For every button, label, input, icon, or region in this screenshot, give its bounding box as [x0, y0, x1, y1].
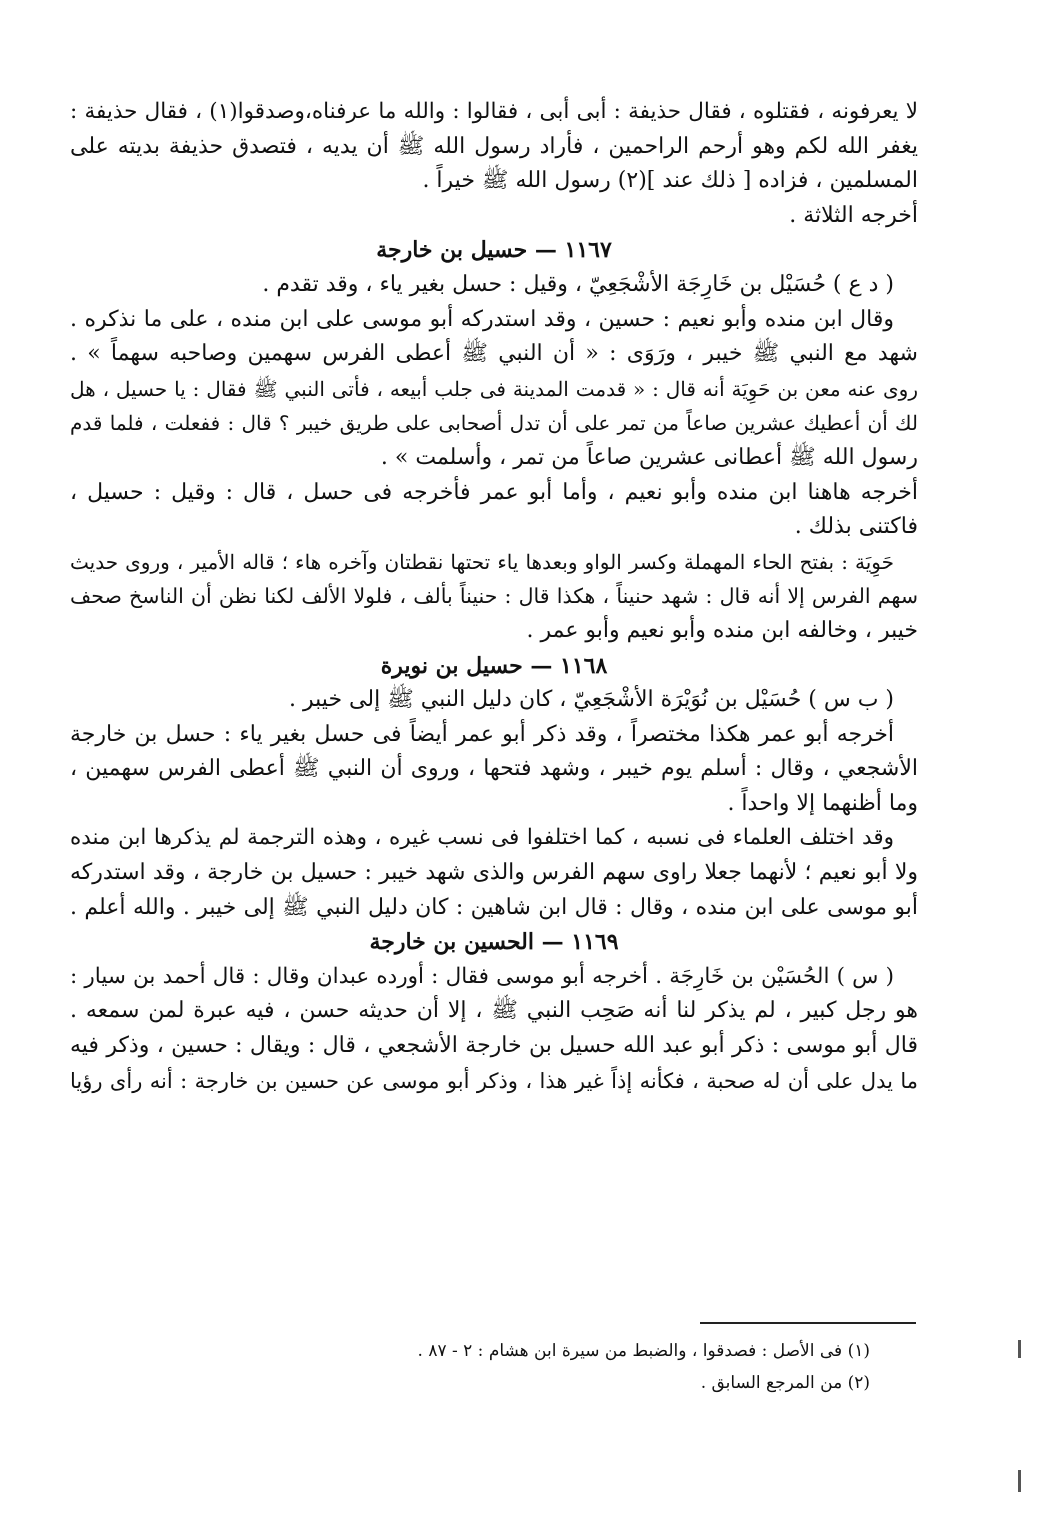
- text-line-end: أخرجه الثلاثة .: [789, 202, 918, 228]
- scan-mark: [1018, 1470, 1021, 1492]
- text-line: الأشجعي ، وقال : أسلم يوم خيبر ، وشهد فتحها ، وروى أن النبي ﷺ أعطى الفرس سهمين ،: [70, 756, 918, 782]
- text-line: روى عنه معن بن حَوِيَة أنه قال : « قدمت المدينة فى جلب أبيعه ، فأتى النبي ﷺ فقال : يا حسيل ، هل: [70, 376, 918, 401]
- text-line: قال أبو موسى : ذكر أبو عبد الله حسيل بن خارجة الأشجعي ، قال : ويقال : حسين ، وذكر فيه: [70, 1033, 918, 1059]
- text-line: شهد مع النبي ﷺ خيبر ، ورَوَى : « أن النبي ﷺ أعطى الفرس سهمين وصاحبه سهماً » .: [70, 341, 918, 367]
- text-line: سهم الفرس إلا أنه قال : شهد حنيناً ، هكذا قال : حنيناً بألف ، فلولا الألف لكنا نظن أن الناسخ صحف: [70, 584, 918, 609]
- entry-heading: ١١٦٨ — حسيل بن نويرة: [380, 652, 608, 679]
- text-line-end: خيبر ، وخالفه ابن منده وأبو نعيم وأبو عمر .: [526, 617, 918, 643]
- paragraph-start-line: ( د ع ) حُسَيْل بن خَارِجَة الأشْجَعِيّ ، وقيل : حسل بغير ياء ، وقد تقدم .: [262, 271, 894, 297]
- text-line: لا يعرفونه ، فقتلوه ، فقال حذيفة : أبى أبى ، فقالوا : والله ما عرفناه،وصدقوا(١) ، فقال حذيفة :: [70, 99, 918, 124]
- text-line-end: فاكتنى بذلك .: [794, 514, 918, 540]
- text-line-end: رسول الله ﷺ أعطانى عشرين صاعاً من تمر ، وأسلمت » .: [380, 444, 918, 470]
- paragraph-start-line: ( س ) الحُسَيْن بن خَارِجَة . أخرجه أبو موسى فقال : أورده عبدان وقال : قال أحمد بن سيار :: [70, 963, 894, 989]
- text-line: لك أن أعطيك عشرين صاعاً من تمر على أن تدل أصحابى على طريق خيبر ؟ قال : ففعلت ، فلما قدم: [70, 411, 918, 436]
- footnote-divider: [700, 1322, 916, 1324]
- text-line: أخرجه هاهنا ابن منده وأبو نعيم ، وأما أبو عمر فأخرجه فى حسل ، قال : وقيل : حسيل ،: [70, 479, 918, 505]
- text-line: يغفر الله لكم وهو أرحم الراحمين ، فأراد رسول الله ﷺ أن يديه ، فتصدق حذيفة بديته على: [70, 133, 918, 159]
- paragraph-start-line: وقال ابن منده وأبو نعيم : حسين ، وقد استدركه أبو موسى على ابن منده ، على ما نذكره .: [70, 306, 894, 332]
- paragraph-start-line: ( ب س ) حُسَيْل بن نُوَيْرَة الأشْجَعِيّ ، كان دليل النبي ﷺ إلى خيبر .: [289, 687, 894, 713]
- text-line-end: المسلمين ، فزاده [ ذلك عند ](٢) رسول الله ﷺ خيراً .: [422, 168, 918, 194]
- paragraph-start-line: وقد اختلف العلماء فى نسبه ، كما اختلفوا فى نسب غيره ، وهذه الترجمة لم يذكرها ابن منده: [70, 825, 894, 851]
- entry-heading: ١١٦٩ — الحسين بن خارجة: [369, 929, 619, 956]
- entry-heading: ١١٦٧ — حسيل بن خارجة: [376, 237, 612, 264]
- page-body: [70, 95, 918, 1098]
- text-line: أبو موسى على ابن منده ، وقال : قال ابن شاهين : كان دليل النبي ﷺ إلى خيبر . والله أعلم .: [70, 894, 918, 920]
- text-line: ولا أبو نعيم ؛ لأنهما جعلا راوى سهم الفرس والذى شهد خيبر : حسيل بن خارجة ، وقد استدركه: [70, 860, 918, 886]
- text-line-end: وما أظنهما إلا واحداً .: [727, 790, 918, 816]
- text-line: ما يدل على أن له صحبة ، فكأنه إذاً غير هذا ، وذكر أبو موسى عن حسين بن خارجة : أنه رأى رؤيا: [70, 1068, 918, 1093]
- footnotes: [300, 1335, 870, 1399]
- footnote-1: (١) فى الأصل : فصدقوا ، والضبط من سيرة ابن هشام : ٢ - ٨٧ .: [417, 1341, 870, 1361]
- text-line: هو رجل كبير ، لم يذكر لنا أنه صَحِب النبي ﷺ ، إلا أن حديثه حسن ، فيه عبرة لمن سمعه .: [70, 998, 918, 1024]
- paragraph-start-line: أخرجه أبو عمر هكذا مختصراً ، وقد ذكر أبو عمر أيضاً فى حسل بغير ياء : حسل بن خارجة: [70, 721, 894, 747]
- paragraph-start-line: حَوِيَة : بفتح الحاء المهملة وكسر الواو وبعدها ياء تحتها نقطتان وآخره هاء ؛ قاله الأمير ، وروى حديث: [70, 549, 894, 574]
- footnote-2: (٢) من المرجع السابق .: [700, 1373, 870, 1393]
- scan-mark: [1018, 1340, 1021, 1358]
